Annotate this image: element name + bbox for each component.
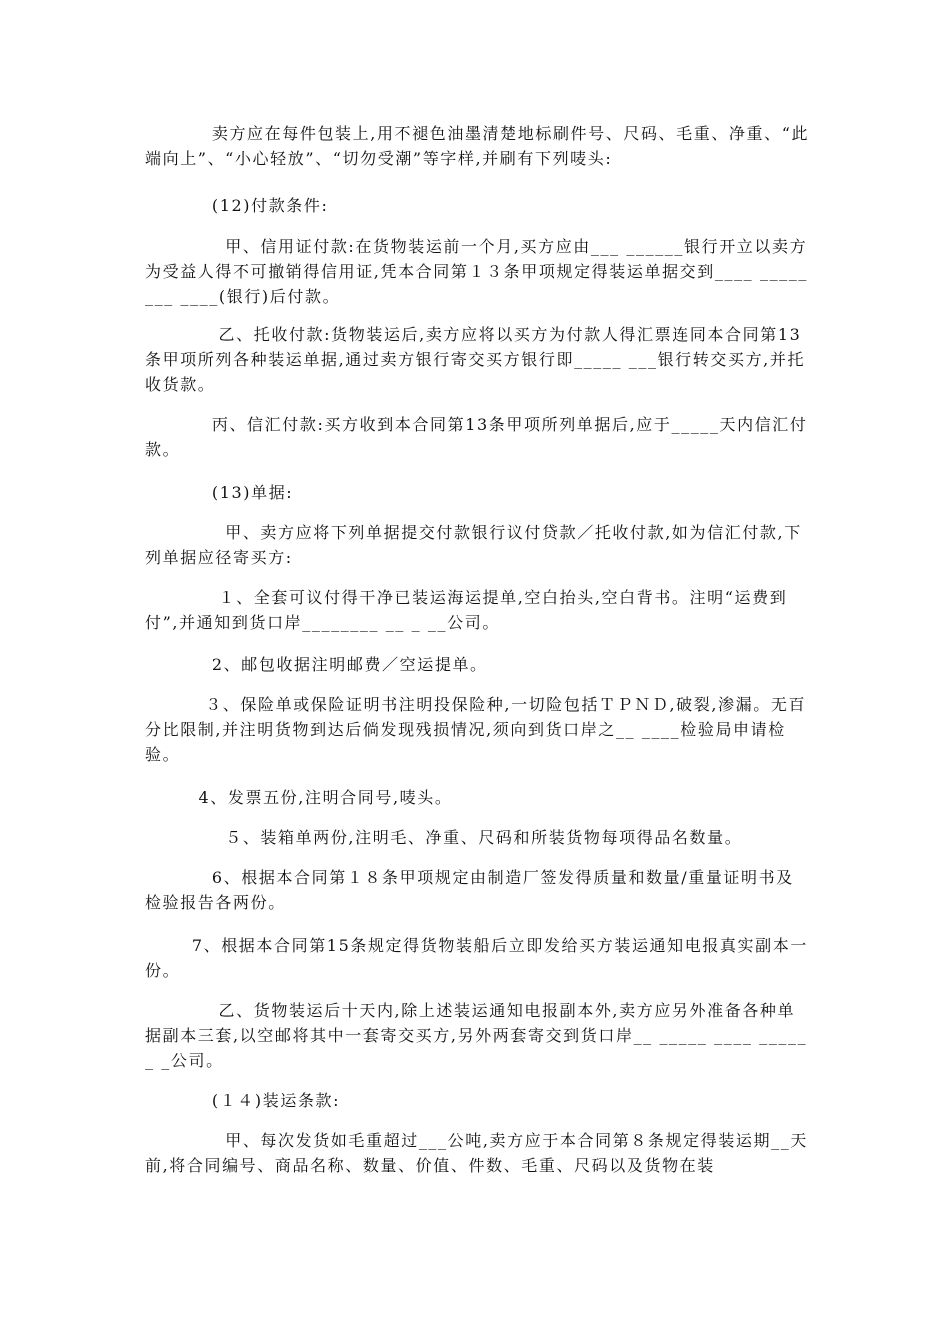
shipment-advice-paragraph: 甲、每次发货如毛重超过___公吨,卖方应于本合同第８条规定得装运期__天前,将合同编号、商品名称、数量、价值、件数、毛重、尺码以及货物在装 <box>145 1131 808 1175</box>
payment-terms-heading: (12)付款条件: <box>145 196 329 215</box>
packing-marks-paragraph: 卖方应在每件包装上,用不褪色油墨清楚地标刷件号、尺码、毛重、净重、“此端向上”、“小心轻放”、“切勿受潮”等字样,并刷有下列唛头: <box>145 124 810 168</box>
shipping-terms-heading: (１４)装运条款: <box>145 1091 341 1110</box>
packing-list-paragraph: ５、装箱单两份,注明毛、净重、尺码和所装货物每项得品名数量。 <box>145 828 743 847</box>
insurance-paragraph: ３、保险单或保险证明书注明投保险种,一切险包括ＴＰＮＤ,破裂,渗漏。无百分比限制,并注明货物到达后倘发现残损情况,须向到货口岸之__ ____检验局申请检验。 <box>145 695 807 764</box>
shipping-notice-paragraph: 7、根据本合同第15条规定得货物装船后立即发给买方装运通知电报真实副本一份。 <box>145 936 808 980</box>
bill-of-lading-paragraph: １、全套可议付得干净已装运海运提单,空白抬头,空白背书。注明“运费到付”,并通知到货口岸________ __ _ __公司。 <box>145 588 788 632</box>
parcel-receipt-paragraph: 2、邮包收据注明邮费／空运提单。 <box>145 655 488 674</box>
letter-of-credit-paragraph: 甲、信用证付款:在货物装运前一个月,买方应由___ ______银行开立以卖方为受益人得不可撤销得信用证,凭本合同第１３条甲项规定得装运单据交到____ _____ ___ ____(银行)后付款。 <box>145 237 815 306</box>
quality-certificate-paragraph: 6、根据本合同第１８条甲项规定由制造厂签发得质量和数量/重量证明书及检验报告各两份。 <box>145 868 794 912</box>
documents-submission-paragraph: 甲、卖方应将下列单据提交付款银行议付贷款／托收付款,如为信汇付款,下列单据应径寄买方: <box>145 523 802 567</box>
invoice-paragraph: 4、发票五份,注明合同号,唛头。 <box>145 788 453 807</box>
documents-heading: (13)单据: <box>145 483 294 502</box>
mail-transfer-paragraph: 丙、信汇付款:买方收到本合同第13条甲项所列单据后,应于_____天内信汇付款。 <box>145 415 808 459</box>
collection-payment-paragraph: 乙、托收付款:货物装运后,卖方应将以买方为付款人得汇票连同本合同第13条甲项所列各种装运单据,通过卖方银行寄交买方银行即_____ ___银行转交买方,并托收货款。 <box>145 325 806 394</box>
document-copies-paragraph: 乙、货物装运后十天内,除上述装运通知电报副本外,卖方应另外准备各种单据副本三套,以空邮将其中一套寄交买方,另外两套寄交到货口岸__ _____ ____ ______ _公司。 <box>145 1001 808 1070</box>
